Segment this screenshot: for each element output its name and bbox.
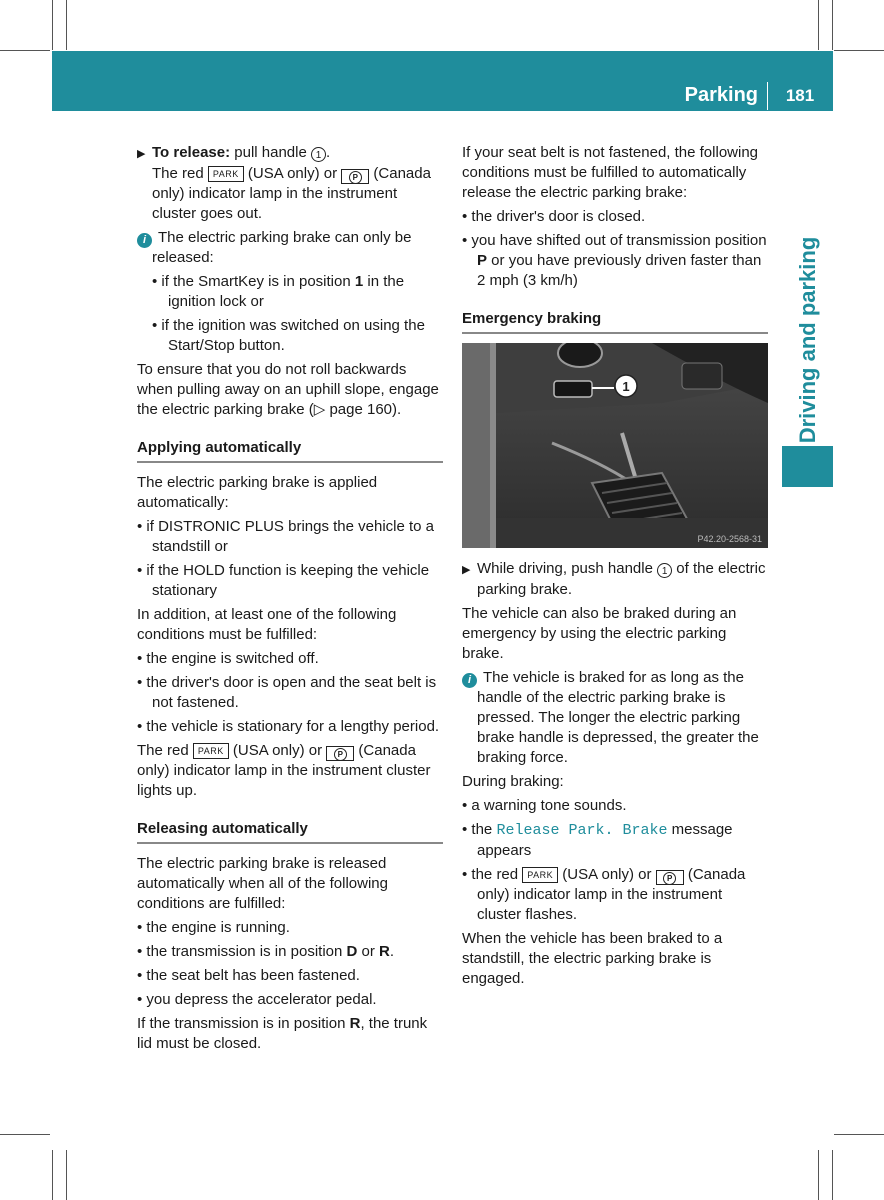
list-item: • you have shifted out of transmission position P or you have previously driven faster than 2 mph (3 km/h) [462, 232, 767, 289]
list-item: • the engine is switched off. [137, 650, 319, 667]
crop-mark [52, 1150, 53, 1200]
paragraph: The vehicle can also be braked during an emergency by using the electric parking brake. [462, 605, 737, 662]
parking-brake-photo [462, 343, 768, 548]
list-item: • a warning tone sounds. [462, 797, 627, 814]
paragraph: The electric parking brake is applied automatically: [137, 474, 378, 511]
list-item: • the driver's door is closed. [462, 208, 646, 225]
crop-mark [832, 0, 833, 50]
arrow-icon: ▶ [137, 148, 146, 160]
parking-brake-lamp-icon: P [341, 169, 369, 184]
instruction-release: ▶ To release: pull handle 1 . The red PARK (USA only) or P (Canada only) indicator lamp in the instrument cluster goes out. [137, 144, 431, 222]
paragraph: To ensure that you do not roll backwards when pulling away on an uphill slope, engage the electric parking brake (▷ page 160). [137, 361, 439, 418]
list-item: • the driver's door is open and the seat belt is not fastened. [137, 674, 437, 711]
info-icon: i [137, 233, 152, 248]
heading-emergency: Emergency braking [462, 309, 768, 334]
park-lamp-icon: PARK [208, 166, 244, 182]
list-item: • the Release Park. Brake message appears [462, 821, 733, 859]
right-column-lower [462, 559, 768, 993]
list-item: • the transmission is in position D or R. [137, 943, 395, 960]
crop-mark [0, 50, 50, 51]
crop-mark [0, 1134, 50, 1135]
list-item: • you depress the accelerator pedal. [137, 991, 377, 1008]
paragraph: The electric parking brake is released automatically when all of the following conditions are fulfilled: [137, 855, 388, 912]
paragraph: In addition, at least one of the following conditions must be fulfilled: [137, 606, 397, 643]
chapter-label: Driving and parking [795, 236, 820, 444]
parking-brake-lamp-icon: P [656, 870, 684, 885]
crop-mark [818, 1150, 819, 1200]
list-item: • if the ignition was switched on using the Start/Stop button. [152, 317, 425, 354]
paragraph: When the vehicle has been braked to a standstill, the electric parking brake is engaged. [462, 930, 723, 987]
page-number: 181 [785, 86, 815, 105]
list-item: • if DISTRONIC PLUS brings the vehicle to a standstill or [137, 518, 435, 555]
svg-text:1: 1 [622, 379, 630, 394]
crop-mark [818, 0, 819, 50]
heading-applying: Applying automatically [137, 438, 443, 463]
crop-mark [66, 0, 67, 50]
heading-releasing: Releasing automatically [137, 819, 443, 844]
header-divider [767, 82, 768, 110]
section-title: Parking [684, 84, 758, 106]
list-item: • if the HOLD function is keeping the vehicle stationary [137, 562, 430, 599]
list-item: • the seat belt has been fastened. [137, 967, 360, 984]
callout-1-icon: 1 [657, 563, 672, 578]
info-note: i The electric parking brake can only be released: [137, 228, 443, 268]
park-lamp-icon: PARK [522, 867, 558, 883]
list-item: • the vehicle is stationary for a lengthy period. [137, 718, 440, 735]
callout-1-icon: 1 [311, 147, 326, 162]
paragraph: The red PARK (USA only) or P (Canada only) indicator lamp in the instrument cluster lights up. [137, 742, 431, 799]
crop-mark [52, 0, 53, 50]
list-item: • the red PARK (USA only) or P (Canada only) indicator lamp in the instrument cluster flashes. [462, 866, 746, 923]
instruction-push: ▶ While driving, push handle 1 of the electric parking brake. [462, 560, 766, 598]
crop-mark [834, 1134, 884, 1135]
paragraph: If the transmission is in position R, the trunk lid must be closed. [137, 1015, 428, 1052]
paragraph: During braking: [462, 773, 564, 790]
park-lamp-icon: PARK [193, 743, 229, 759]
paragraph: If your seat belt is not fastened, the following conditions must be fulfilled to automatically release the electric parking brake: [462, 144, 759, 201]
list-item: • the engine is running. [137, 919, 290, 936]
list-item: • if the SmartKey is in position 1 in the ignition lock or [152, 273, 405, 310]
crop-mark [834, 50, 884, 51]
arrow-icon: ▶ [462, 564, 471, 576]
photo-code: P42.20-2568-31 [697, 534, 762, 544]
chapter-tab [782, 446, 833, 487]
crop-mark [66, 1150, 67, 1200]
left-column [137, 143, 443, 1058]
display-message: Release Park. Brake [496, 822, 668, 839]
parking-brake-lamp-icon: P [326, 746, 354, 761]
info-icon: i [462, 673, 477, 688]
info-note: i The vehicle is braked for as long as the handle of the electric parking brake is pressed. The longer the electric parking brake handle is depressed, the greater the braking force. [462, 668, 768, 768]
crop-mark [832, 1150, 833, 1200]
right-column [462, 143, 768, 344]
